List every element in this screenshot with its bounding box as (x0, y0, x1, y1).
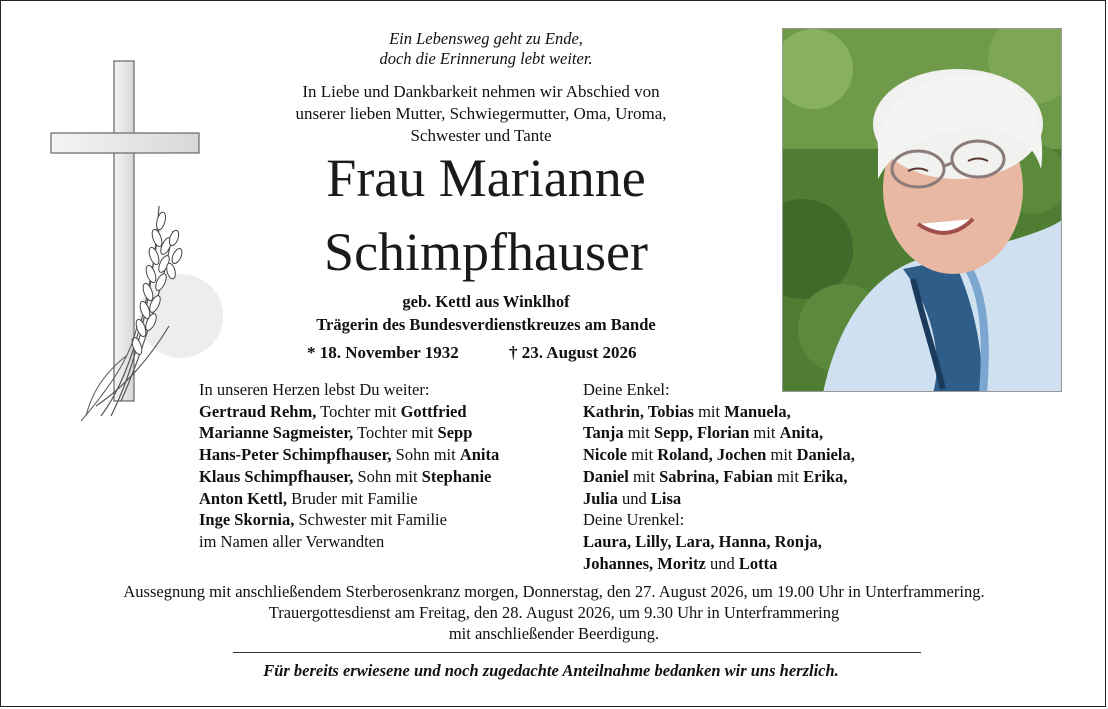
mourner-relation: Sohn mit (353, 466, 422, 486)
deceased-name-line-1: Frau Marianne (326, 148, 646, 208)
mourner-relation: Tochter mit (316, 401, 401, 421)
relative-name: Anita, (779, 423, 824, 443)
motto (251, 29, 721, 69)
grandchildren-row (583, 401, 855, 423)
great-grandchildren-row (583, 531, 855, 553)
relative-name: Lisa (650, 488, 682, 508)
mourner-name: Anton Kettl, (199, 488, 287, 508)
connector-text: und (705, 553, 739, 573)
death-date: † 23. August 2026 (509, 343, 637, 362)
mourner-relation: Bruder mit Familie (287, 488, 418, 508)
mourners-right (583, 379, 855, 574)
service-info (21, 581, 1087, 644)
relative-name: Sepp, Florian (653, 423, 750, 443)
connector-text: mit (749, 423, 780, 443)
great-grandchildren-heading: Deine Urenkel: (583, 510, 685, 530)
mourner-name: Marianne Sagmeister, (199, 423, 354, 443)
grandchildren-row (583, 466, 855, 488)
deceased-name-line-2: Schimpfhauser (324, 222, 648, 282)
relative-name: Daniel (583, 466, 629, 486)
grandchildren-row (583, 422, 855, 444)
relative-name: Daniela, (796, 445, 855, 465)
deceased-details (251, 290, 721, 336)
portrait-image (783, 29, 1062, 392)
mourner-row (199, 488, 499, 510)
deceased-name (201, 141, 771, 289)
birth-date: * 18. November 1932 (307, 343, 459, 362)
mourner-name: Inge Skornia, (199, 510, 295, 530)
relative-name: Laura, Lilly, Lara, Hanna, Ronja, (583, 531, 822, 551)
grandchildren-heading: Deine Enkel: (583, 380, 670, 399)
intro-line-1: In Liebe und Dankbarkeit nehmen wir Abschied von (302, 82, 660, 101)
intro-line-2: unserer lieben Mutter, Schwiegermutter, Oma, Uroma, (295, 104, 667, 123)
thanks-line: Für bereits erwiesene und noch zugedachte Anteilnahme bedanken wir uns herzlich. (263, 661, 839, 680)
intro-text (231, 81, 731, 147)
mourner-name: Stephanie (421, 466, 492, 486)
relative-name: Johannes, Moritz (583, 553, 706, 573)
mourner-relation: Tochter mit (353, 423, 438, 443)
connector-text: mit (693, 401, 725, 421)
grandchildren-row (583, 444, 855, 466)
honor: Trägerin des Bundesverdienstkreuzes am Bande (316, 315, 656, 334)
mourner-name: Klaus Schimpfhauser, (199, 466, 354, 486)
mourner-name: Gottfried (400, 401, 467, 421)
relative-name: Julia (583, 488, 618, 508)
mourner-name: Gertraud Rehm, (199, 401, 317, 421)
mourner-name: Anita (459, 445, 500, 465)
connector-text: mit (626, 445, 658, 465)
divider (233, 652, 921, 653)
grandchildren-row (583, 488, 855, 510)
relative-name: Nicole (583, 445, 627, 465)
motto-line-2: doch die Erinnerung lebt weiter. (379, 49, 593, 68)
connector-text: und (617, 488, 651, 508)
mourner-row (199, 466, 499, 488)
connector-text: mit (623, 423, 654, 443)
connector-text: mit (766, 445, 797, 465)
mourners-left-heading: In unseren Herzen lebst Du weiter: (199, 380, 430, 399)
mourner-relation: Sohn mit (391, 445, 460, 465)
mourner-name: Hans-Peter Schimpfhauser, (199, 445, 392, 465)
mourners-left-closing: im Namen aller Verwandten (199, 531, 385, 551)
relative-name: Manuela, (724, 401, 791, 421)
relative-name: Sabrina, Fabian (659, 466, 773, 486)
birth-name: geb. Kettl aus Winklhof (402, 292, 570, 311)
mourner-row (199, 444, 499, 466)
service-line-2: Trauergottesdienst am Freitag, den 28. August 2026, um 9.30 Uhr in Unterframmering (268, 603, 840, 622)
great-grandchildren-row (583, 553, 855, 575)
relative-name: Kathrin, Tobias (583, 401, 694, 421)
mourner-name: Sepp (437, 423, 473, 443)
mourner-row (199, 401, 499, 423)
portrait-photo (782, 28, 1062, 392)
mourner-relation: Schwester mit Familie (294, 510, 447, 530)
relative-name: Tanja (583, 423, 624, 443)
service-line-3: mit anschließender Beerdigung. (448, 624, 660, 643)
connector-text: mit (628, 466, 660, 486)
relative-name: Roland, Jochen (657, 445, 767, 465)
relative-name: Erika, (803, 466, 848, 486)
mourner-row (199, 509, 499, 531)
mourners-left (199, 379, 499, 553)
intro-line-3: Schwester und Tante (410, 126, 552, 145)
relative-name: Lotta (738, 553, 778, 573)
mourner-row (199, 422, 499, 444)
motto-line-1: Ein Lebensweg geht zu Ende, (389, 29, 583, 48)
connector-text: mit (772, 466, 804, 486)
service-line-1: Aussegnung mit anschließendem Sterberosenkranz morgen, Donnerstag, den 27. August 2026, um 19.00 Uhr in Unterframmering. (123, 582, 985, 601)
